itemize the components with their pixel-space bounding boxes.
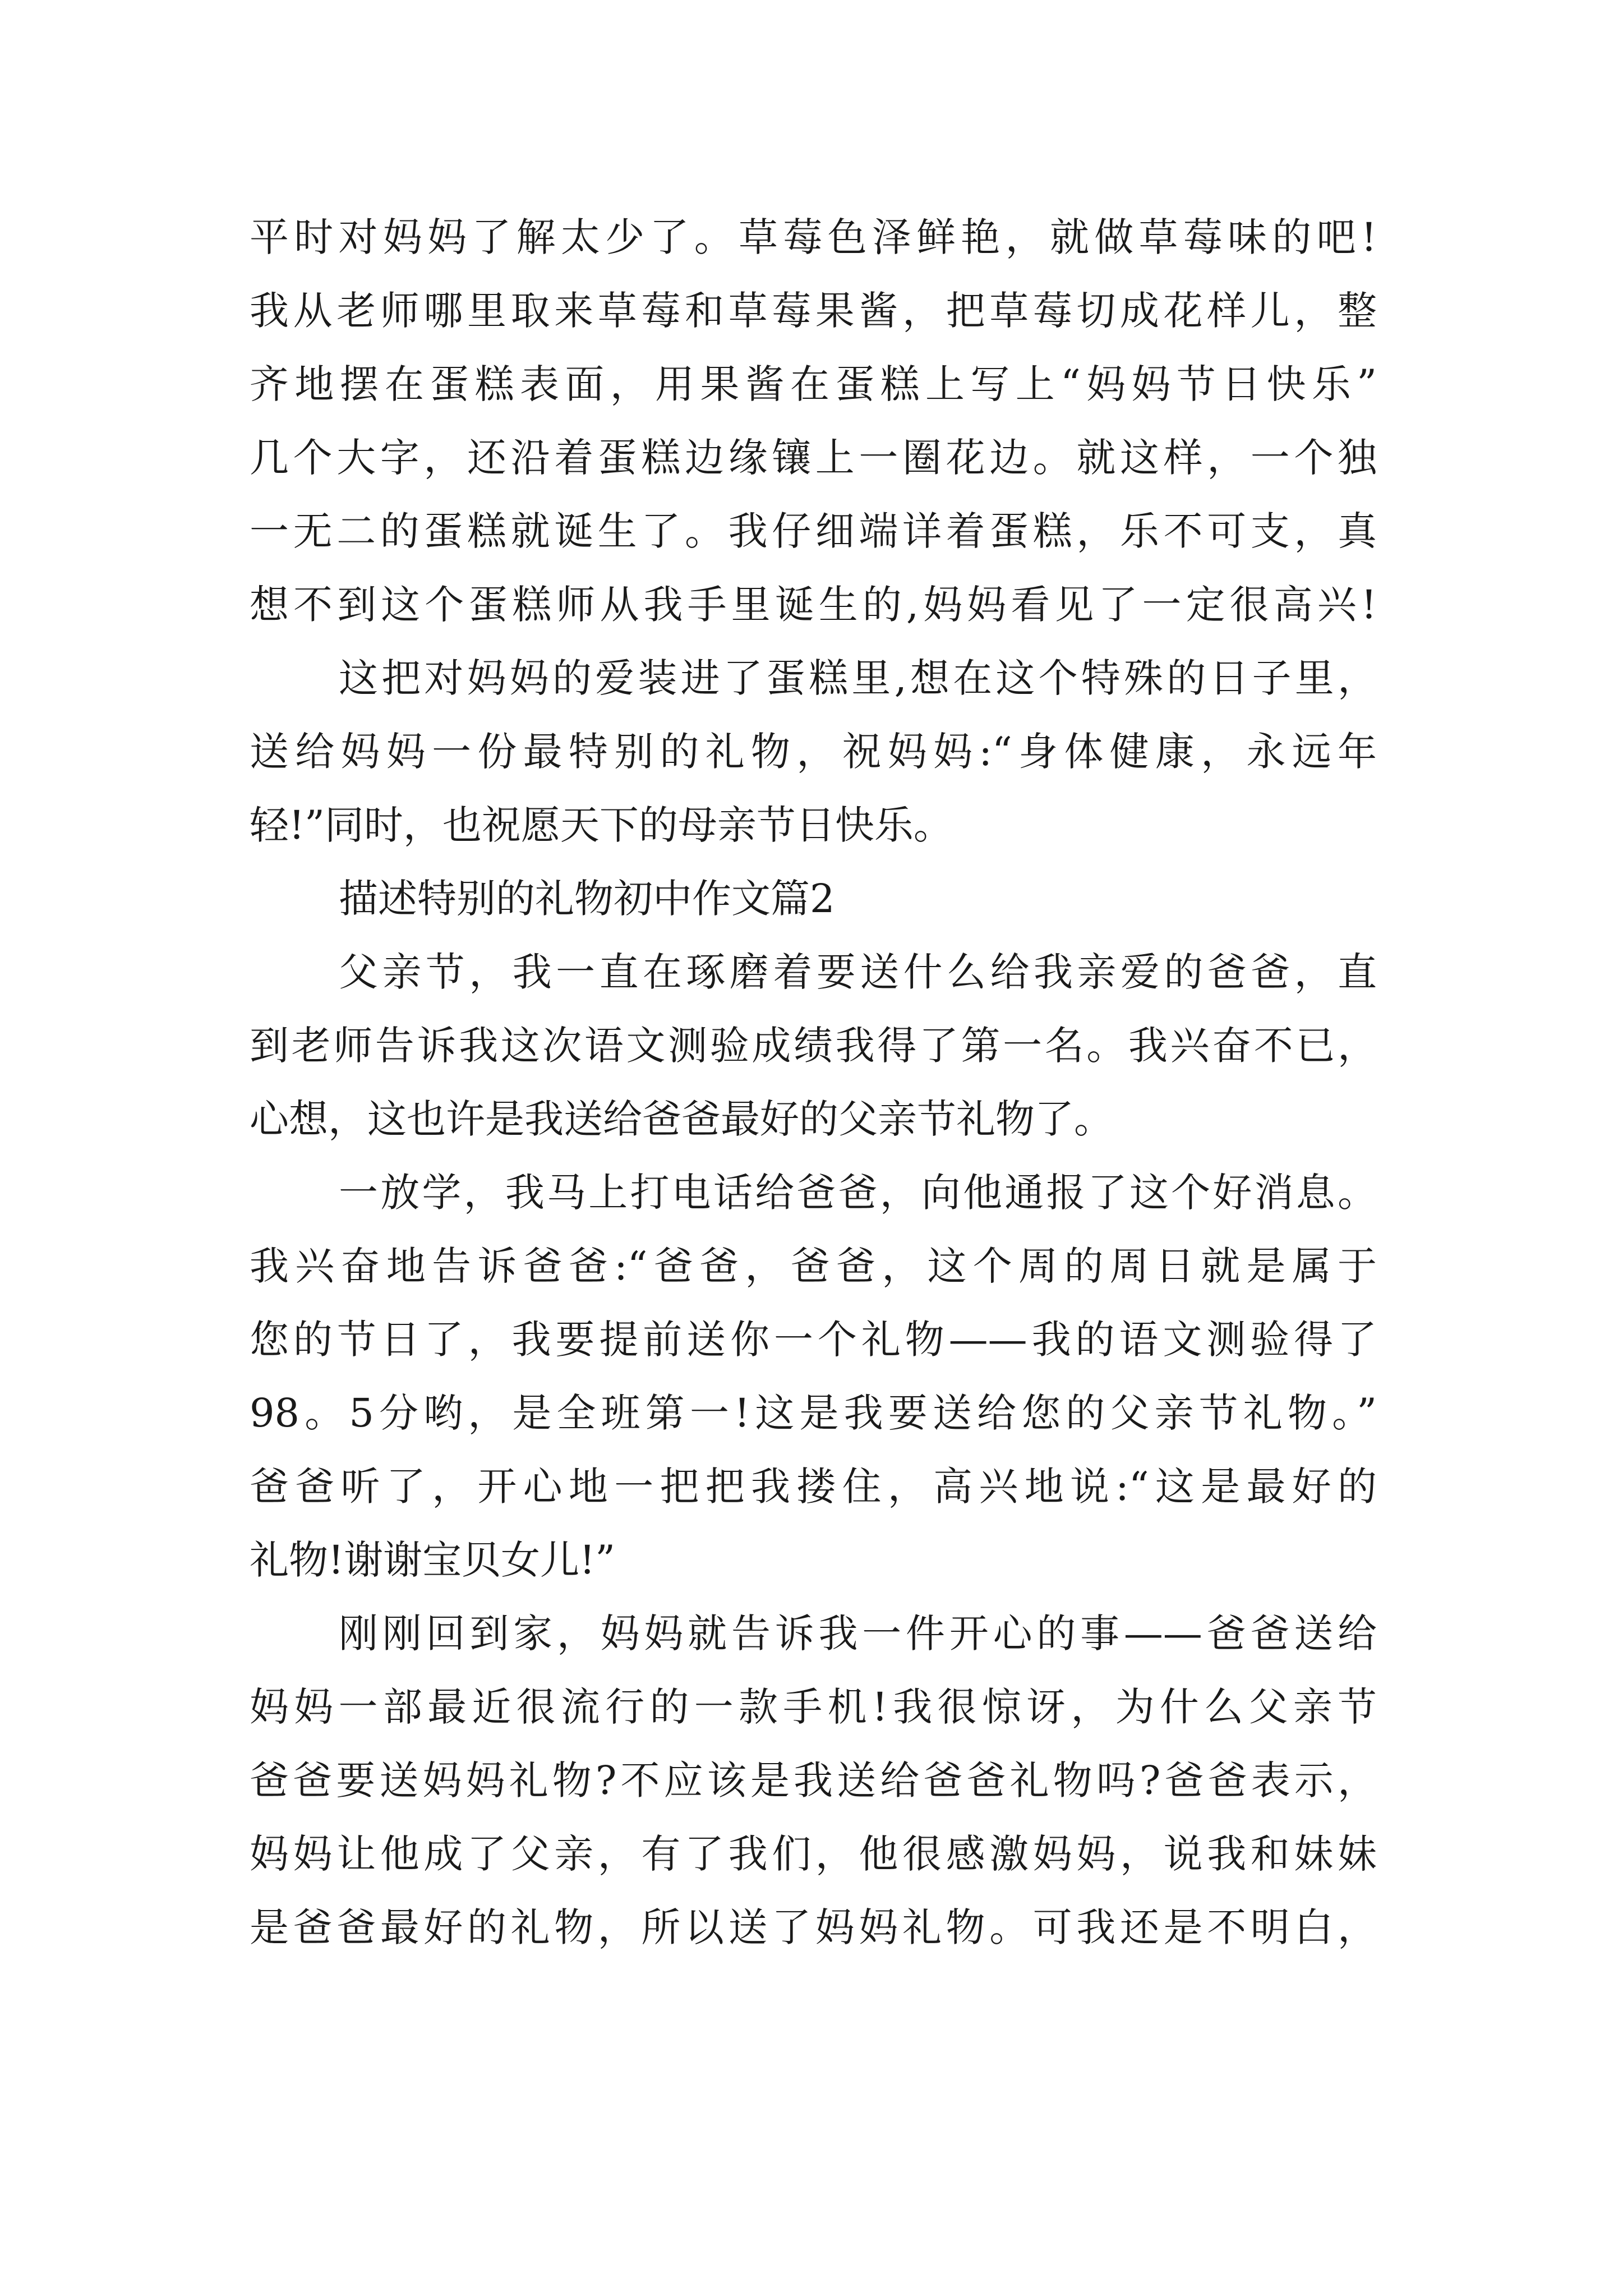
text-line: 父亲节，我一直在琢磨着要送什么给我亲爱的爸爸，直 [339, 949, 1377, 995]
text-line: 这把对妈妈的爱装进了蛋糕里,想在这个特殊的日子里， [339, 655, 1377, 701]
text-line: 妈妈让他成了父亲，有了我们，他很感激妈妈，说我和妹妹 [250, 1831, 1377, 1877]
text-line: 爸爸听了，开心地一把把我搂住，高兴地说:“这是最好的 [250, 1464, 1377, 1510]
section-heading [250, 862, 1377, 936]
text-line: 一放学，我马上打电话给爸爸，向他通报了这个好消息。 [339, 1170, 1377, 1216]
text-line: 几个大字，还沿着蛋糕边缘镶上一圈花边。就这样，一个独 [250, 435, 1377, 481]
text-line: 平时对妈妈了解太少了。草莓色泽鲜艳，就做草莓味的吧! [250, 214, 1377, 260]
paragraph [250, 1597, 1377, 1964]
text-line: 心想，这也许是我送给爸爸最好的父亲节礼物了。 [250, 1096, 1113, 1142]
text-line: 齐地摆在蛋糕表面，用果酱在蛋糕上写上“妈妈节日快乐” [250, 361, 1377, 407]
text-line: 到老师告诉我这次语文测验成绩我得了第一名。我兴奋不已， [250, 1023, 1377, 1069]
text-line: 我从老师哪里取来草莓和草莓果酱，把草莓切成花样儿，整 [250, 288, 1377, 334]
text-line: 妈妈一部最近很流行的一款手机!我很惊讶，为什么父亲节 [250, 1684, 1377, 1730]
text-line: 想不到这个蛋糕师从我手里诞生的,妈妈看见了一定很高兴! [250, 582, 1377, 628]
heading-text: 描述特别的礼物初中作文篇2 [339, 876, 835, 922]
text-line: 爸爸要送妈妈礼物?不应该是我送给爸爸礼物吗?爸爸表示， [250, 1757, 1377, 1803]
text-line: 轻!”同时，也祝愿天下的母亲节日快乐。 [250, 802, 953, 848]
text-line: 您的节日了，我要提前送你一个礼物——我的语文测验得了 [250, 1317, 1377, 1363]
text-line: 是爸爸最好的礼物，所以送了妈妈礼物。可我还是不明白， [250, 1904, 1377, 1950]
document-body [250, 201, 1377, 1964]
paragraph [250, 1156, 1377, 1597]
text-line: 送给妈妈一份最特别的礼物，祝妈妈:“身体健康，永远年 [250, 729, 1377, 775]
text-line: 我兴奋地告诉爸爸:“爸爸，爸爸，这个周的周日就是属于 [250, 1243, 1377, 1289]
paragraph [250, 642, 1377, 862]
paragraph [250, 201, 1377, 642]
text-line: 刚刚回到家，妈妈就告诉我一件开心的事——爸爸送给 [339, 1611, 1377, 1657]
text-line: 一无二的蛋糕就诞生了。我仔细端详着蛋糕，乐不可支，真 [250, 508, 1377, 554]
paragraph [250, 936, 1377, 1156]
text-line: 98。5分哟，是全班第一!这是我要送给您的父亲节礼物。” [250, 1390, 1377, 1436]
text-line: 礼物!谢谢宝贝女儿!” [250, 1537, 616, 1583]
